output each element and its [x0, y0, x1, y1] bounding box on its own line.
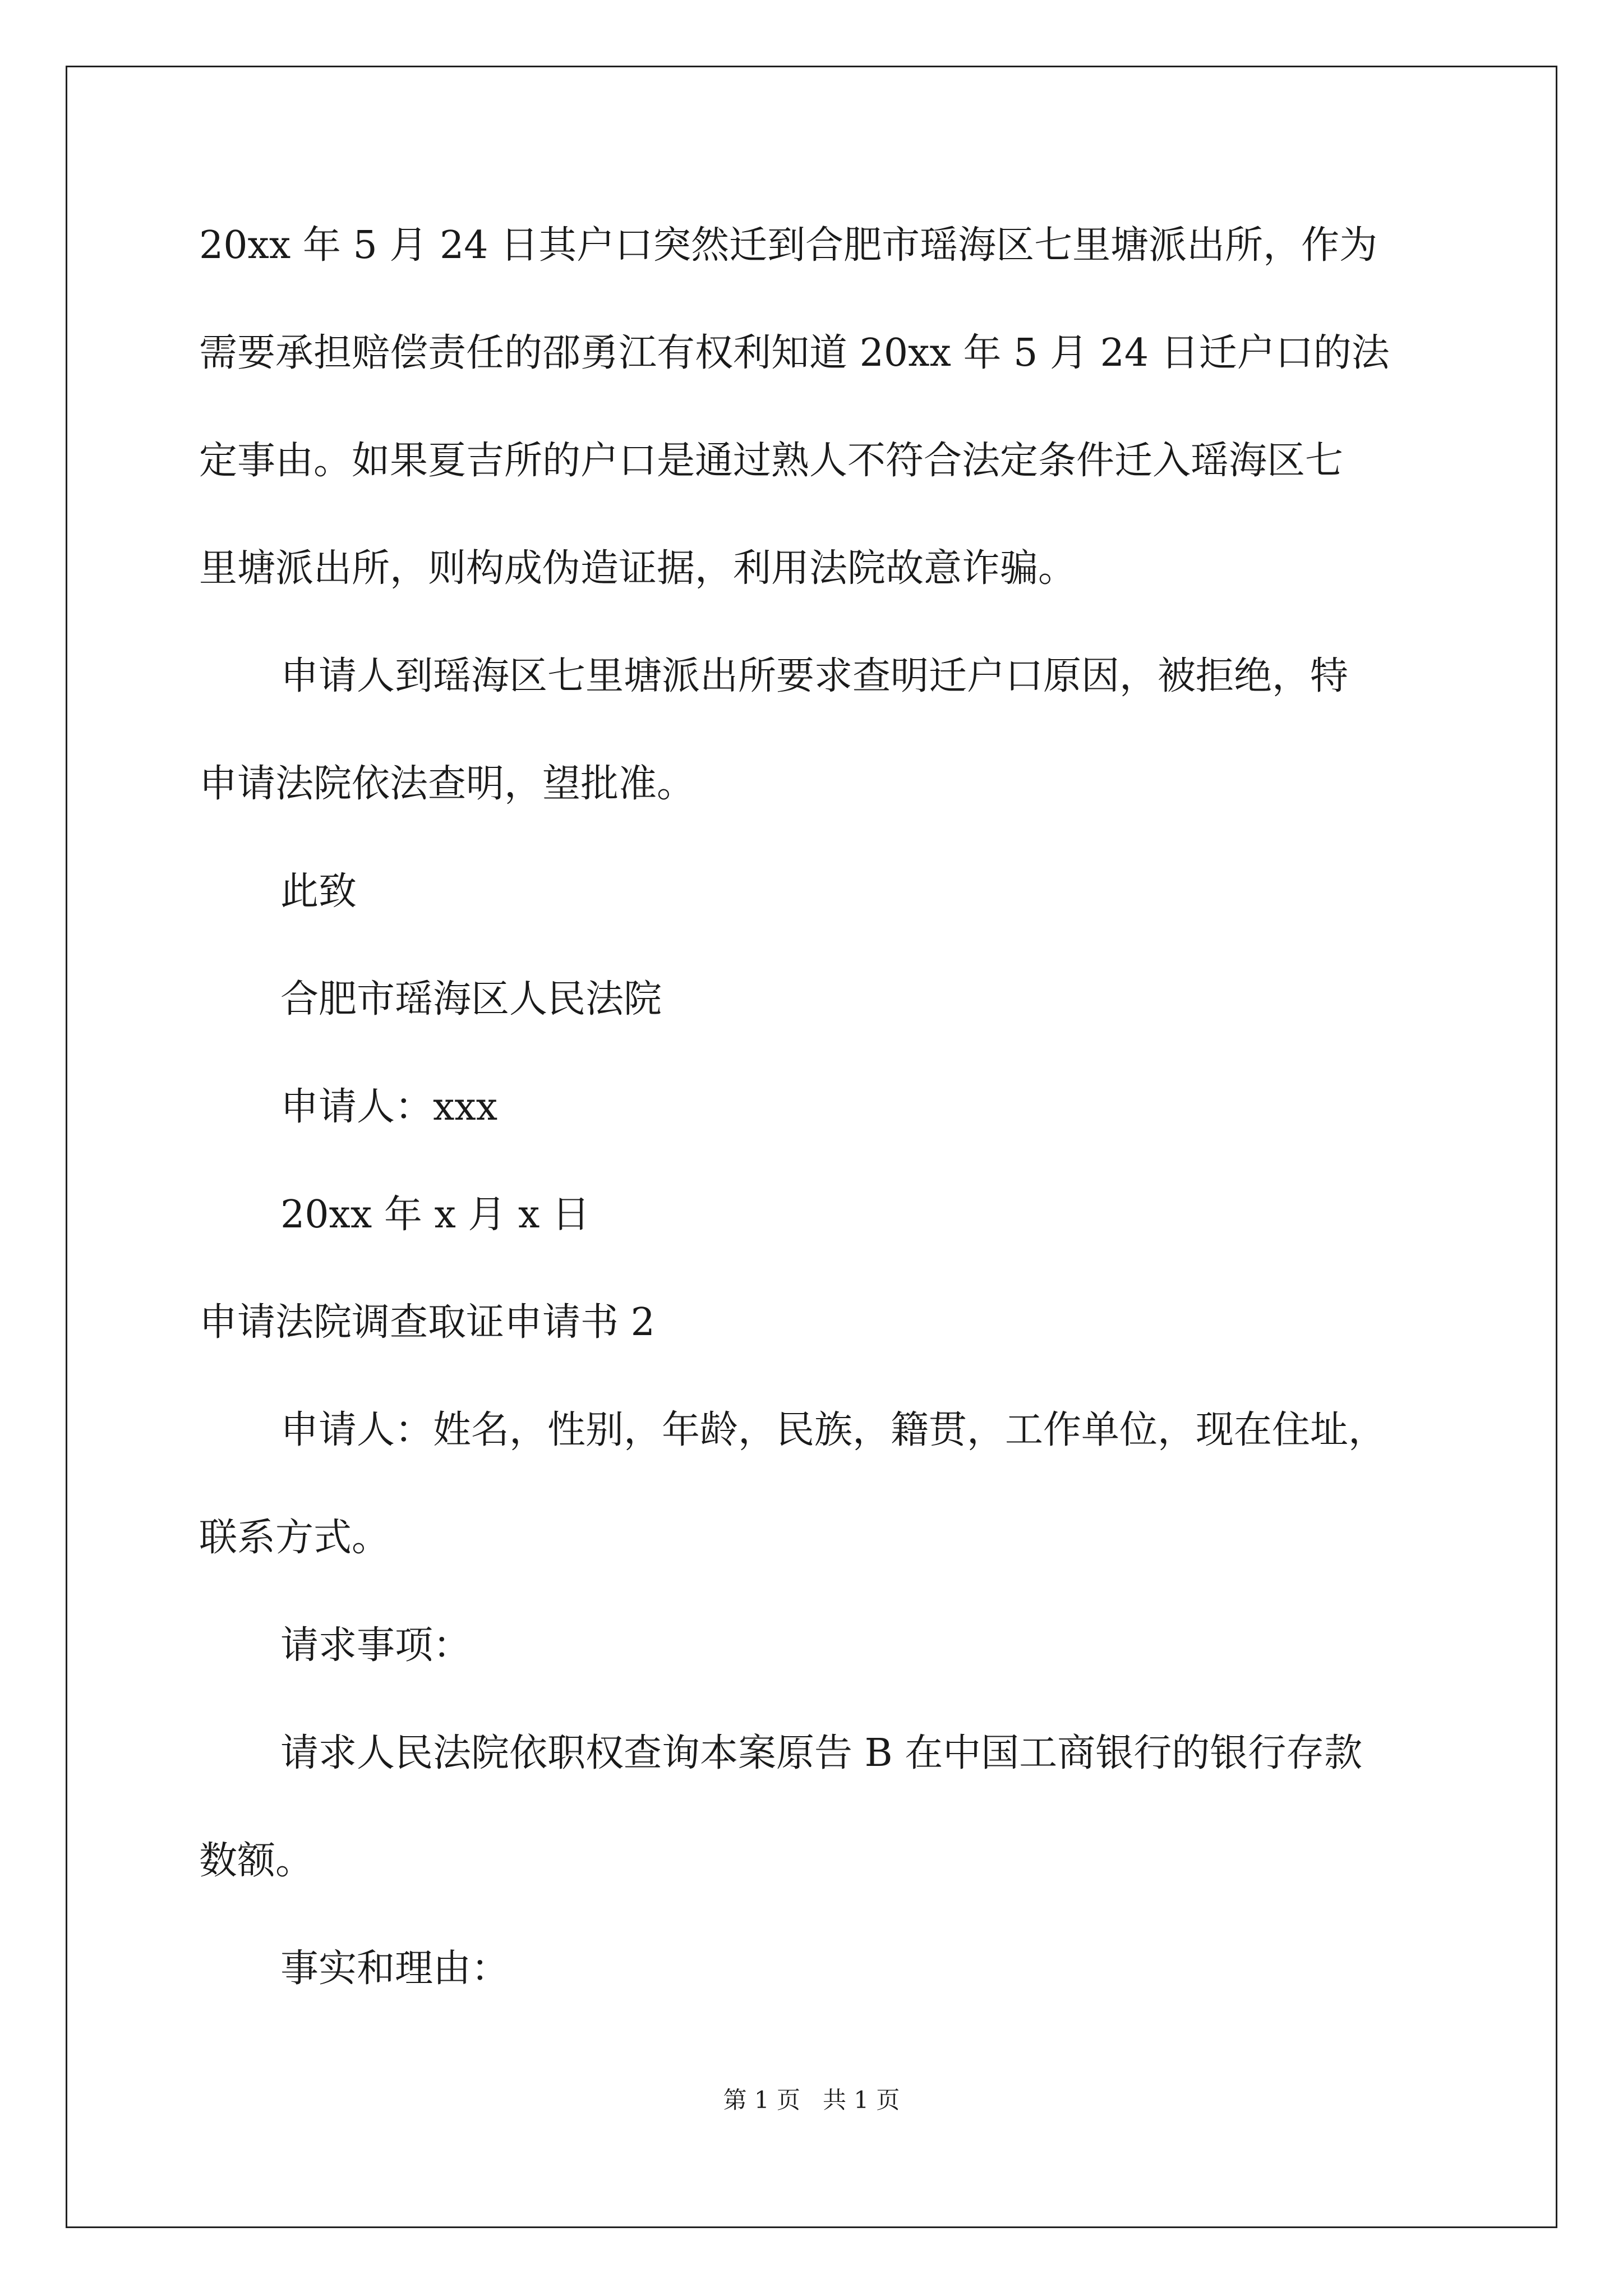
text-line: 联系方式。 [199, 1516, 390, 1560]
section-heading: 事实和理由： [280, 1947, 510, 1991]
salutation: 此致 [280, 869, 357, 914]
text-line: 数额。 [199, 1839, 314, 1883]
recipient: 合肥市瑶海区人民法院 [280, 977, 662, 1022]
text-line: 定事由。如果夏吉所的户口是通过熟人不符合法定条件迁入瑶海区七 [199, 439, 1344, 483]
text-line: 20xx 年 5 月 24 日其户口突然迁到合肥市瑶海区七里塘派出所，作为 [199, 223, 1378, 268]
section-heading: 请求事项： [280, 1623, 472, 1668]
text-line: 请求人民法院依职权查询本案原告 B 在中国工商银行的银行存款 [280, 1731, 1363, 1775]
page-number: 第 1 页 [723, 2086, 800, 2114]
page-total: 共 1 页 [823, 2086, 900, 2114]
date-line: 20xx 年 x 月 x 日 [280, 1193, 591, 1237]
page-border [66, 66, 1557, 2228]
applicant-signature: 申请人：xxx [280, 1085, 498, 1129]
section-title: 申请法院调查取证申请书 2 [199, 1300, 655, 1345]
text-line: 里塘派出所，则构成伪造证据，利用法院故意诈骗。 [199, 546, 1077, 591]
text-line: 需要承担赔偿责任的邵勇江有权利知道 20xx 年 5 月 24 日迁户口的法 [199, 331, 1390, 375]
text-line: 申请法院依法查明，望批准。 [199, 762, 695, 806]
text-line: 申请人到瑶海区七里塘派出所要求查明迁户口原因，被拒绝，特 [280, 654, 1349, 698]
text-line: 申请人：姓名，性别，年龄，民族，籍贯，工作单位，现在住址， [280, 1408, 1387, 1452]
page-footer [0, 2083, 1623, 2117]
